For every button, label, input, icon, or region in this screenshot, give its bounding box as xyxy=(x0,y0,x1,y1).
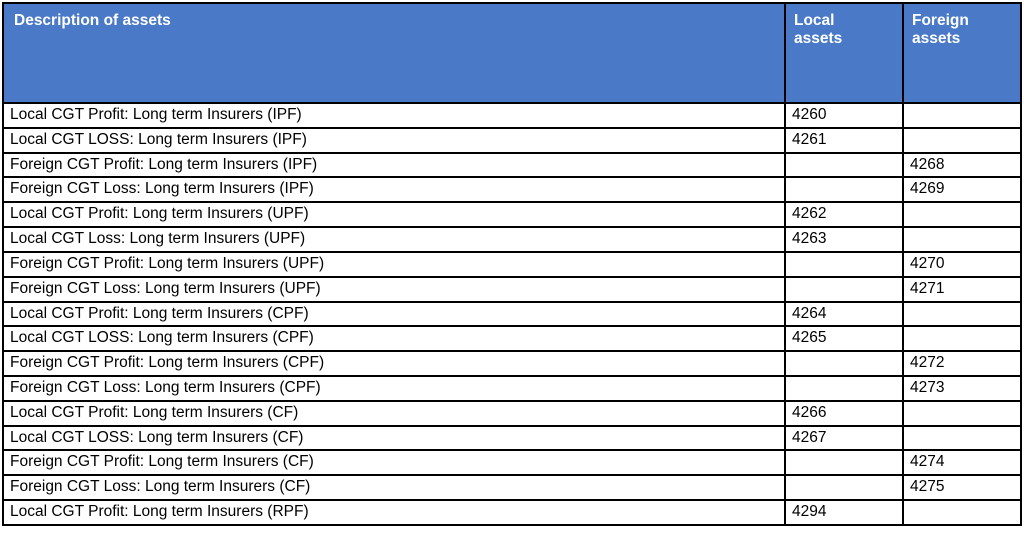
cell-description: Local CGT Profit: Long term Insurers (CPF) xyxy=(3,302,785,327)
cell-foreign-asset-code xyxy=(903,202,1021,227)
cell-foreign-asset-code: 4268 xyxy=(903,153,1021,178)
cell-local-asset-code xyxy=(785,351,903,376)
cell-description: Foreign CGT Loss: Long term Insurers (CF) xyxy=(3,475,785,500)
cell-local-asset-code: 4267 xyxy=(785,426,903,451)
assets-table-container xyxy=(0,2,1024,526)
column-header-local-assets-line1: Local xyxy=(794,12,835,29)
column-header-foreign-assets-line2: assets xyxy=(912,29,961,47)
cell-description: Local CGT LOSS: Long term Insurers (IPF) xyxy=(3,128,785,153)
cell-local-asset-code xyxy=(785,277,903,302)
cell-foreign-asset-code xyxy=(903,401,1021,426)
table-row xyxy=(3,202,1021,227)
table-row xyxy=(3,252,1021,277)
cell-foreign-asset-code: 4274 xyxy=(903,450,1021,475)
table-row xyxy=(3,401,1021,426)
table-row xyxy=(3,426,1021,451)
cell-foreign-asset-code: 4269 xyxy=(903,177,1021,202)
cell-description: Foreign CGT Profit: Long term Insurers (CPF) xyxy=(3,351,785,376)
cell-local-asset-code: 4263 xyxy=(785,227,903,252)
table-row xyxy=(3,500,1021,525)
cell-local-asset-code: 4262 xyxy=(785,202,903,227)
table-body xyxy=(3,103,1021,525)
cell-local-asset-code: 4265 xyxy=(785,326,903,351)
cell-local-asset-code xyxy=(785,252,903,277)
table-row xyxy=(3,153,1021,178)
assets-table xyxy=(2,2,1022,526)
cell-description: Local CGT LOSS: Long term Insurers (CF) xyxy=(3,426,785,451)
cell-description: Foreign CGT Profit: Long term Insurers (IPF) xyxy=(3,153,785,178)
table-row xyxy=(3,326,1021,351)
cell-description: Foreign CGT Loss: Long term Insurers (CPF) xyxy=(3,376,785,401)
column-header-local-assets-line2: assets xyxy=(794,29,843,47)
cell-description: Foreign CGT Loss: Long term Insurers (IPF) xyxy=(3,177,785,202)
table-row xyxy=(3,351,1021,376)
column-header-foreign-assets-line1: Foreign xyxy=(912,12,969,29)
table-header xyxy=(3,3,1021,103)
cell-local-asset-code xyxy=(785,177,903,202)
cell-description: Local CGT Profit: Long term Insurers (CF) xyxy=(3,401,785,426)
cell-foreign-asset-code: 4273 xyxy=(903,376,1021,401)
table-row xyxy=(3,227,1021,252)
table-row xyxy=(3,177,1021,202)
table-row xyxy=(3,475,1021,500)
column-header-description xyxy=(3,3,785,103)
cell-description: Local CGT LOSS: Long term Insurers (CPF) xyxy=(3,326,785,351)
cell-local-asset-code: 4261 xyxy=(785,128,903,153)
cell-local-asset-code xyxy=(785,153,903,178)
cell-local-asset-code: 4260 xyxy=(785,103,903,128)
cell-local-asset-code xyxy=(785,450,903,475)
cell-local-asset-code xyxy=(785,376,903,401)
column-header-foreign-assets xyxy=(903,3,1021,103)
cell-foreign-asset-code xyxy=(903,426,1021,451)
cell-foreign-asset-code xyxy=(903,227,1021,252)
cell-local-asset-code: 4266 xyxy=(785,401,903,426)
table-row xyxy=(3,103,1021,128)
cell-foreign-asset-code xyxy=(903,500,1021,525)
cell-description: Local CGT Loss: Long term Insurers (UPF) xyxy=(3,227,785,252)
cell-description: Local CGT Profit: Long term Insurers (UPF) xyxy=(3,202,785,227)
cell-local-asset-code xyxy=(785,475,903,500)
cell-description: Local CGT Profit: Long term Insurers (IPF) xyxy=(3,103,785,128)
table-row xyxy=(3,277,1021,302)
cell-foreign-asset-code: 4272 xyxy=(903,351,1021,376)
cell-foreign-asset-code: 4270 xyxy=(903,252,1021,277)
table-row xyxy=(3,302,1021,327)
cell-foreign-asset-code xyxy=(903,128,1021,153)
cell-description: Local CGT Profit: Long term Insurers (RPF) xyxy=(3,500,785,525)
cell-foreign-asset-code: 4271 xyxy=(903,277,1021,302)
table-row xyxy=(3,376,1021,401)
cell-local-asset-code: 4264 xyxy=(785,302,903,327)
cell-description: Foreign CGT Profit: Long term Insurers (UPF) xyxy=(3,252,785,277)
column-header-local-assets xyxy=(785,3,903,103)
cell-description: Foreign CGT Loss: Long term Insurers (UPF) xyxy=(3,277,785,302)
table-row xyxy=(3,450,1021,475)
cell-local-asset-code: 4294 xyxy=(785,500,903,525)
cell-foreign-asset-code xyxy=(903,326,1021,351)
header-row xyxy=(3,3,1021,103)
column-header-description-label: Description of assets xyxy=(14,12,171,29)
cell-foreign-asset-code: 4275 xyxy=(903,475,1021,500)
cell-foreign-asset-code xyxy=(903,302,1021,327)
table-row xyxy=(3,128,1021,153)
cell-description: Foreign CGT Profit: Long term Insurers (CF) xyxy=(3,450,785,475)
cell-foreign-asset-code xyxy=(903,103,1021,128)
